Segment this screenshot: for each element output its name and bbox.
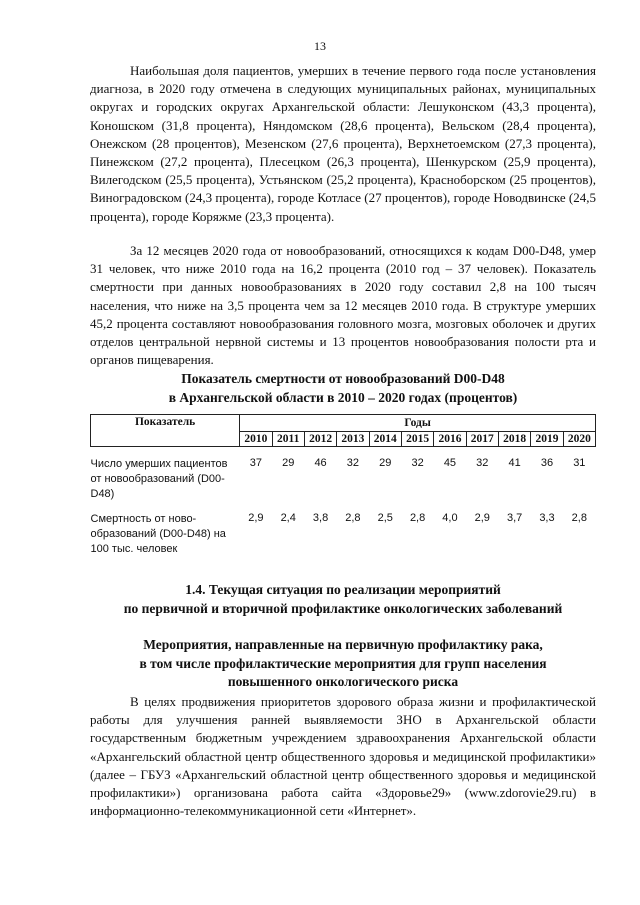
year-header: 2018 bbox=[498, 432, 530, 447]
table-cell: 29 bbox=[282, 457, 295, 469]
table-cell: 2,8 bbox=[409, 512, 426, 524]
year-header: 2014 bbox=[369, 432, 401, 447]
table-cell: 3,3 bbox=[539, 512, 555, 524]
table-row-mortality-rate bbox=[91, 502, 596, 557]
section-title bbox=[90, 581, 596, 618]
year-header: 2011 bbox=[272, 432, 304, 447]
table-title-line-2: в Архангельской области в 2010 – 2020 годах (процентов) bbox=[168, 389, 518, 405]
table-cell: 3,7 bbox=[506, 512, 523, 524]
mortality-table bbox=[90, 414, 596, 557]
paragraph-website bbox=[90, 693, 596, 820]
subsection-title-line-3: повышенного онкологического риска bbox=[227, 674, 459, 689]
table-cell: 2,9 bbox=[248, 512, 264, 524]
table-cell: 41 bbox=[508, 457, 521, 469]
paragraph-d00-d48 bbox=[90, 242, 596, 369]
table-row-deaths bbox=[91, 447, 596, 503]
subsection-title-line-2: в том числе профилактические мероприятия для групп населения bbox=[139, 655, 547, 671]
table-cell: 2,5 bbox=[377, 512, 393, 524]
table-cell: 32 bbox=[476, 457, 489, 469]
table-cell: 45 bbox=[443, 457, 457, 469]
table-cell: 32 bbox=[346, 457, 360, 469]
table-cell: 37 bbox=[249, 457, 262, 469]
table-cell: 32 bbox=[411, 457, 424, 469]
year-header: 2012 bbox=[304, 432, 336, 447]
table-cell: 36 bbox=[540, 457, 554, 469]
year-header: 2017 bbox=[466, 432, 498, 447]
table-cell: 31 bbox=[573, 457, 586, 469]
year-header: 2015 bbox=[401, 432, 433, 447]
paragraph-text: В целях продвижения приоритетов здорового образа жизни и профилактической работы для улучшения ранней выявляемости ЗНО в Архангельской области государственным бюджетным учреждением здравоохранения Архангельской области «Архангельский областной центр общественного здоровья и медицинской профилактики» (далее – ГБУЗ «Архангельский областной центр общественного здоровья и медицинской профилактики») организована работа сайта «Здоровье29» (www.zdorovie29.ru) в информационно-телекоммуникационной сети «Интернет». bbox=[90, 694, 596, 819]
table-cell: 2,8 bbox=[571, 512, 587, 524]
year-header: 2010 bbox=[240, 432, 272, 447]
header-years: Годы bbox=[240, 415, 596, 432]
year-header: 2019 bbox=[531, 432, 563, 447]
subsection-title bbox=[90, 636, 596, 692]
paragraph-mortality-first-year bbox=[90, 62, 596, 226]
section-title-line-1: 1.4. Текущая ситуация по реализации мероприятий bbox=[185, 582, 501, 597]
table-cell: 3,8 bbox=[312, 512, 329, 524]
table-cell: 2,4 bbox=[280, 512, 296, 524]
table-cell: 46 bbox=[314, 457, 327, 469]
table-cell: 2,8 bbox=[345, 512, 361, 524]
row-label: Смертность от ново-образований (D00-D48) на 100 тыс. человек bbox=[90, 513, 226, 555]
year-header: 2016 bbox=[434, 432, 466, 447]
header-indicator: Показатель bbox=[91, 415, 240, 447]
table-title bbox=[90, 370, 596, 407]
subsection-title-line-1: Мероприятия, направленные на первичную профилактику рака, bbox=[143, 637, 543, 652]
year-header: 2020 bbox=[563, 432, 595, 447]
paragraph-text: Наибольшая доля пациентов, умерших в течение первого года после установления диагноза, в 2020 году отмечена в следующих муниципальных районах, муниципальных округах и городских округах Архангельской области: Лешуконском (43,3 процента), Коношском (31,8 процента), Няндомском (28,6 процента), Вельском (28,4 процента), Онежском (28 процентов), Мезенском (27,6 процента), Верхнетоемском (27,3 процента), Пинежском (27,2 процента), Плесецком (26,3 процента), Шенкурском (25,9 процента), Вилегодском (25,5 процента), Устьянском (25,2 процента), Красноборском (25 процентов), Виноградовском (24,3 процента), городе Котласе (27 процентов), городе Новодвинске (24,5 процента), городе Коряжме (23,3 процента). bbox=[90, 63, 596, 224]
row-label: Число умерших пациентов от новообразований (D00-D48) bbox=[90, 458, 228, 500]
section-title-line-2: по первичной и вторичной профилактике онкологических заболеваний bbox=[123, 600, 563, 616]
table-cell: 2,9 bbox=[474, 512, 490, 524]
page-number: 13 bbox=[314, 39, 326, 53]
table-cell: 4,0 bbox=[442, 512, 458, 524]
table-cell: 29 bbox=[379, 457, 392, 469]
year-header: 2013 bbox=[337, 432, 369, 447]
table-title-line-1: Показатель смертности от новообразований D00-D48 bbox=[181, 371, 505, 386]
paragraph-text: За 12 месяцев 2020 года от новообразований, относящихся к кодам D00-D48, умер 31 человек, что ниже 2010 года на 16,2 процента (2010 год – 37 человек). Показатель смертности при данных новообразованиях в 2020 году составил 2,8 на 100 тысяч населения, что ниже на 3,5 процента чем за 12 месяцев 2010 года. В структуре умерших 45,2 процента составляют новообразования головного мозга, мозговых оболочек и других отделов центральной нервной системы и 13 процентов новообразования полости рта и органов пищеварения. bbox=[90, 243, 596, 368]
